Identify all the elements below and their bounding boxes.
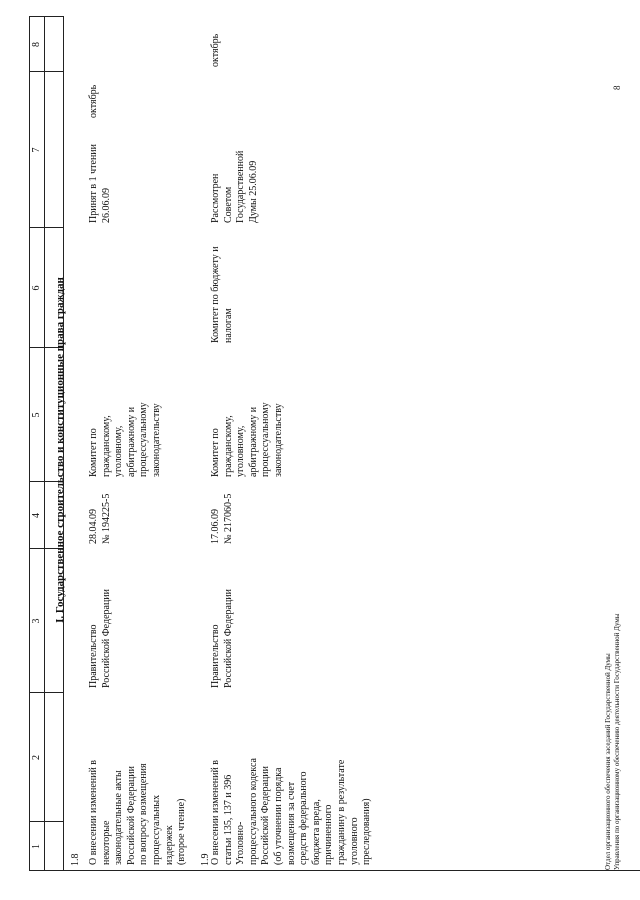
row-committee-line: гражданскому, xyxy=(100,415,112,477)
row-status-line: Думы 25.06.09 xyxy=(247,160,259,223)
column-number: 4 xyxy=(31,513,42,518)
row-initiator-line: Российской Федерации xyxy=(100,588,112,688)
row-committee-line: процессуальному xyxy=(138,402,150,477)
row-title xyxy=(88,760,189,865)
row-date: 17.06.09 xyxy=(210,509,221,544)
row-initiator-line: Российской Федерации xyxy=(222,588,234,688)
row-title-line: (второе чтение) xyxy=(176,798,188,865)
column-number: 6 xyxy=(31,285,42,291)
column-number: 1 xyxy=(31,844,42,849)
row-committee xyxy=(210,402,286,477)
row-title-line: преследования) xyxy=(361,798,373,865)
row-title-line: средств федерального xyxy=(298,771,310,865)
row-initiator xyxy=(210,589,235,688)
row-committee-line: законодательству xyxy=(272,403,284,477)
header-bottom-rule xyxy=(44,16,45,871)
column-number: 8 xyxy=(31,42,42,47)
row-committee-line: арбитражному и xyxy=(247,406,259,477)
row-title-line: причиненного xyxy=(323,804,335,865)
row-status-line: Государственной xyxy=(235,150,247,223)
row-title-line: Российской Федерации xyxy=(125,765,137,865)
row-initiator xyxy=(88,589,113,688)
row-committee-line: гражданскому, xyxy=(222,415,234,477)
row-title-line: законодательные акты xyxy=(113,770,125,865)
row-bill-number: № 194225-5 xyxy=(100,493,112,544)
row-title-line: бюджета вреда, xyxy=(310,799,322,865)
row-committee-line: законодательству xyxy=(150,403,162,477)
row-bill-number: № 217060-5 xyxy=(222,493,234,544)
row-title-line: Российской Федерации xyxy=(260,765,272,865)
row-period-line: октябрь xyxy=(88,84,99,118)
row-status-line: Советом xyxy=(222,186,234,223)
footer-line: Отдел организационного обеспечения заседаний Государственной Думы xyxy=(604,653,612,870)
row-committee xyxy=(88,402,164,477)
section-title: I. Государственное строительство и конституционные права граждан xyxy=(54,277,66,623)
column-number: 2 xyxy=(31,755,42,760)
row-date-number xyxy=(88,494,113,544)
row-date-number xyxy=(210,494,235,544)
row-committee-line: уголовному, xyxy=(235,425,247,477)
column-number: 3 xyxy=(31,618,42,624)
table-left-border xyxy=(29,870,640,871)
column-number: 7 xyxy=(31,147,42,153)
row-committee-line: арбитражному и xyxy=(125,406,137,477)
row-date: 28.04.09 xyxy=(88,509,99,544)
row-initiator-line: Правительство xyxy=(210,624,221,688)
column-number: 5 xyxy=(31,412,42,418)
row-title-line: Уголовно- xyxy=(235,821,247,865)
footer-note xyxy=(604,614,621,870)
row-committee-line: уголовному, xyxy=(113,425,125,477)
row-title-line: О внесении изменений в xyxy=(88,759,99,865)
row-title-line: по вопросу возмещения xyxy=(138,763,150,865)
row-initiator-line: Правительство xyxy=(88,624,99,688)
footer-line: Управления по организационному обеспечению деятельности Государственной Думы xyxy=(612,613,621,870)
row-status xyxy=(210,151,260,223)
row-number: 1.9 xyxy=(200,853,211,866)
row-title-line: процессуального кодекса xyxy=(247,758,259,865)
row-status xyxy=(88,144,113,223)
row-period xyxy=(210,34,223,67)
row-title-line: процессуальных xyxy=(150,794,162,865)
row-committee-line: Комитет по xyxy=(210,428,221,477)
row-co-committee-line: налогам xyxy=(222,308,234,343)
row-title-line: издержек xyxy=(163,825,175,865)
row-status-line: 26.06.09 xyxy=(100,188,112,223)
page-number: 8 xyxy=(612,85,622,90)
row-title-line: (об уточнении порядка xyxy=(272,767,284,865)
row-co-committee xyxy=(210,246,235,343)
row-committee-line: процессуальному xyxy=(260,402,272,477)
row-status-line: Принят в 1 чтении xyxy=(88,143,99,223)
row-title-line: уголовного xyxy=(348,817,360,865)
row-committee-line: Комитет по xyxy=(88,428,99,477)
row-title-line: гражданину в результате xyxy=(335,759,347,865)
row-title xyxy=(210,758,374,865)
row-title-line: статьи 135, 137 и 396 xyxy=(222,774,234,865)
row-period-line: октябрь xyxy=(210,33,221,67)
row-co-committee-line: Комитет по бюджету и xyxy=(210,246,221,343)
row-title-line: возмещения за счет xyxy=(285,781,297,865)
row-title-line: некоторые xyxy=(100,820,112,865)
row-title-line: О внесении изменений в xyxy=(210,759,221,865)
row-status-line: Рассмотрен xyxy=(210,173,221,223)
row-number: 1.8 xyxy=(70,853,81,866)
row-period xyxy=(88,85,101,118)
